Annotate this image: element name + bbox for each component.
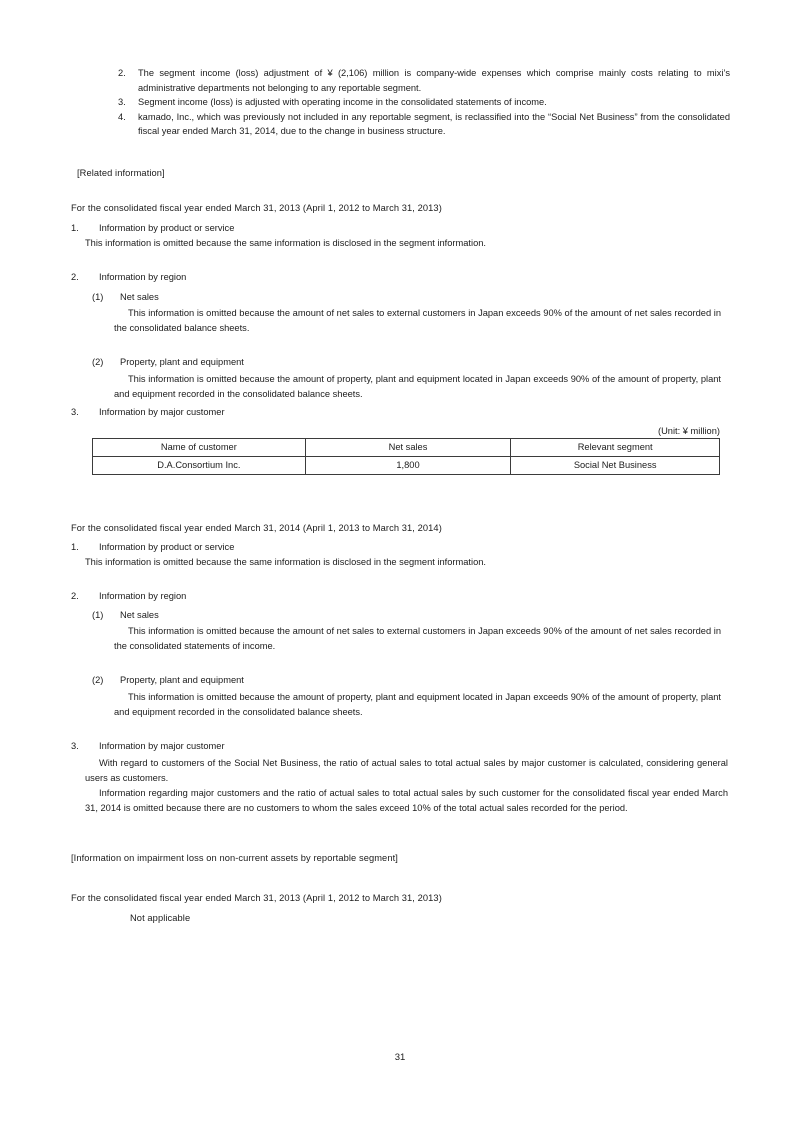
impairment-heading: [Information on impairment loss on non-current assets by reportable segment] [71, 853, 398, 863]
table-cell-net-sales: 1,800 [305, 457, 511, 475]
table-header-cell: Name of customer [93, 439, 306, 457]
item-title: Information by product or service [99, 542, 235, 552]
fy2013-item-2-sub-2-body: This information is omitted because the amount of property, plant and equipment located in Japan exceeds 90% of the amount of property, plant and equipment recorded in the consolidated balance sheets. [114, 374, 721, 399]
related-information-heading: [Related information] [77, 168, 165, 178]
fy2014-heading: For the consolidated fiscal year ended March 31, 2014 (April 1, 2013 to March 31, 2014) [71, 523, 442, 533]
note-text: kamado, Inc., which was previously not included in any reportable segment, is reclassified into the “Social Net Business” from the consolidated fiscal year ended March 31, 2014, due to the change in business structure. [138, 111, 730, 137]
item-number: 3. [71, 741, 79, 751]
table-header-cell: Net sales [305, 439, 511, 457]
fy2014-item-2-sub-2 [92, 673, 712, 688]
table-cell-relevant-segment: Social Net Business [511, 457, 720, 475]
fy2013-item-2 [71, 270, 711, 285]
item-number: 2. [71, 591, 79, 601]
fy2013-item-1 [71, 221, 711, 236]
note-item [118, 66, 730, 95]
item-title: Information by region [99, 591, 187, 601]
table-unit-label: (Unit: ¥ million) [658, 426, 720, 436]
fy2014-item-1 [71, 540, 711, 555]
item-number: 3. [71, 407, 79, 417]
fy2014-item-3-body-2: Information regarding major customers and the ratio of actual sales to total actual sales by such customer for the consolidated fiscal year ended March 31, 2014 is omitted because there are no customers to whom the sales exceed 10% of the total actual sales recorded for the period. [85, 788, 728, 813]
fy2014-item-3 [71, 739, 711, 754]
fy2013-item-2-sub-1-body: This information is omitted because the amount of net sales to external customers in Japan exceeds 90% of the amount of net sales recorded in the consolidated balance sheets. [114, 308, 721, 333]
fy2013-item-2-sub-2 [92, 355, 712, 370]
fy2014-item-3-body-1: With regard to customers of the Social Net Business, the ratio of actual sales to total actual sales by major customer is calculated, considering general users as customers. [85, 758, 728, 783]
fy2013-item-1-body: This information is omitted because the same information is disclosed in the segment information. [85, 238, 486, 248]
table-header-cell: Relevant segment [511, 439, 720, 457]
fy2013-item-2-sub-1 [92, 290, 712, 305]
item-number: 2. [71, 272, 79, 282]
table-row [93, 457, 720, 475]
note-number: 3. [118, 97, 126, 108]
impairment-fy2013-heading: For the consolidated fiscal year ended March 31, 2013 (April 1, 2012 to March 31, 2013) [71, 893, 442, 903]
item-title: Information by major customer [99, 407, 225, 417]
major-customer-table [92, 438, 720, 475]
note-item [118, 95, 730, 110]
fy2014-item-2-sub-2-body: This information is omitted because the amount of property, plant and equipment located in Japan exceeds 90% of the amount of property, plant and equipment recorded in the consolidated balance sheets. [114, 692, 721, 717]
sub-item-title: Property, plant and equipment [120, 357, 244, 367]
item-number: 1. [71, 223, 79, 233]
fy2014-item-2-sub-1 [92, 608, 712, 623]
sub-item-title: Net sales [120, 610, 159, 620]
fy2014-item-2-sub-1-body: This information is omitted because the amount of net sales to external customers in Japan exceeds 90% of the amount of net sales recorded in the consolidated statements of income. [114, 626, 721, 651]
note-text: Segment income (loss) is adjusted with operating income in the consolidated statements of income. [138, 97, 547, 108]
sub-item-title: Property, plant and equipment [120, 675, 244, 685]
note-text: The segment income (loss) adjustment of ¥ (2,106) million is company-wide expenses which comprise mainly costs relating to mixi’s administrative departments not belonging to any reportable segment. [138, 68, 730, 93]
impairment-fy2013-body: Not applicable [130, 913, 191, 923]
fy2014-item-2 [71, 589, 711, 604]
note-number: 2. [118, 68, 126, 78]
item-title: Information by major customer [99, 741, 225, 751]
segment-notes-list [118, 66, 730, 139]
sub-item-number: (2) [92, 357, 104, 367]
note-item [118, 110, 730, 139]
sub-item-number: (1) [92, 610, 104, 620]
sub-item-number: (1) [92, 292, 104, 302]
page-number: 31 [394, 1052, 406, 1063]
fy2014-item-1-body: This information is omitted because the same information is disclosed in the segment information. [85, 557, 486, 567]
fy2013-item-3 [71, 405, 711, 420]
table-header-row [93, 439, 720, 457]
note-number: 4. [118, 111, 126, 122]
item-title: Information by product or service [99, 223, 235, 233]
item-number: 1. [71, 542, 79, 552]
item-title: Information by region [99, 272, 187, 282]
sub-item-number: (2) [92, 675, 104, 685]
fy2013-heading: For the consolidated fiscal year ended March 31, 2013 (April 1, 2012 to March 31, 2013) [71, 203, 442, 213]
sub-item-title: Net sales [120, 292, 159, 302]
table-cell-customer-name: D.A.Consortium Inc. [93, 457, 306, 475]
